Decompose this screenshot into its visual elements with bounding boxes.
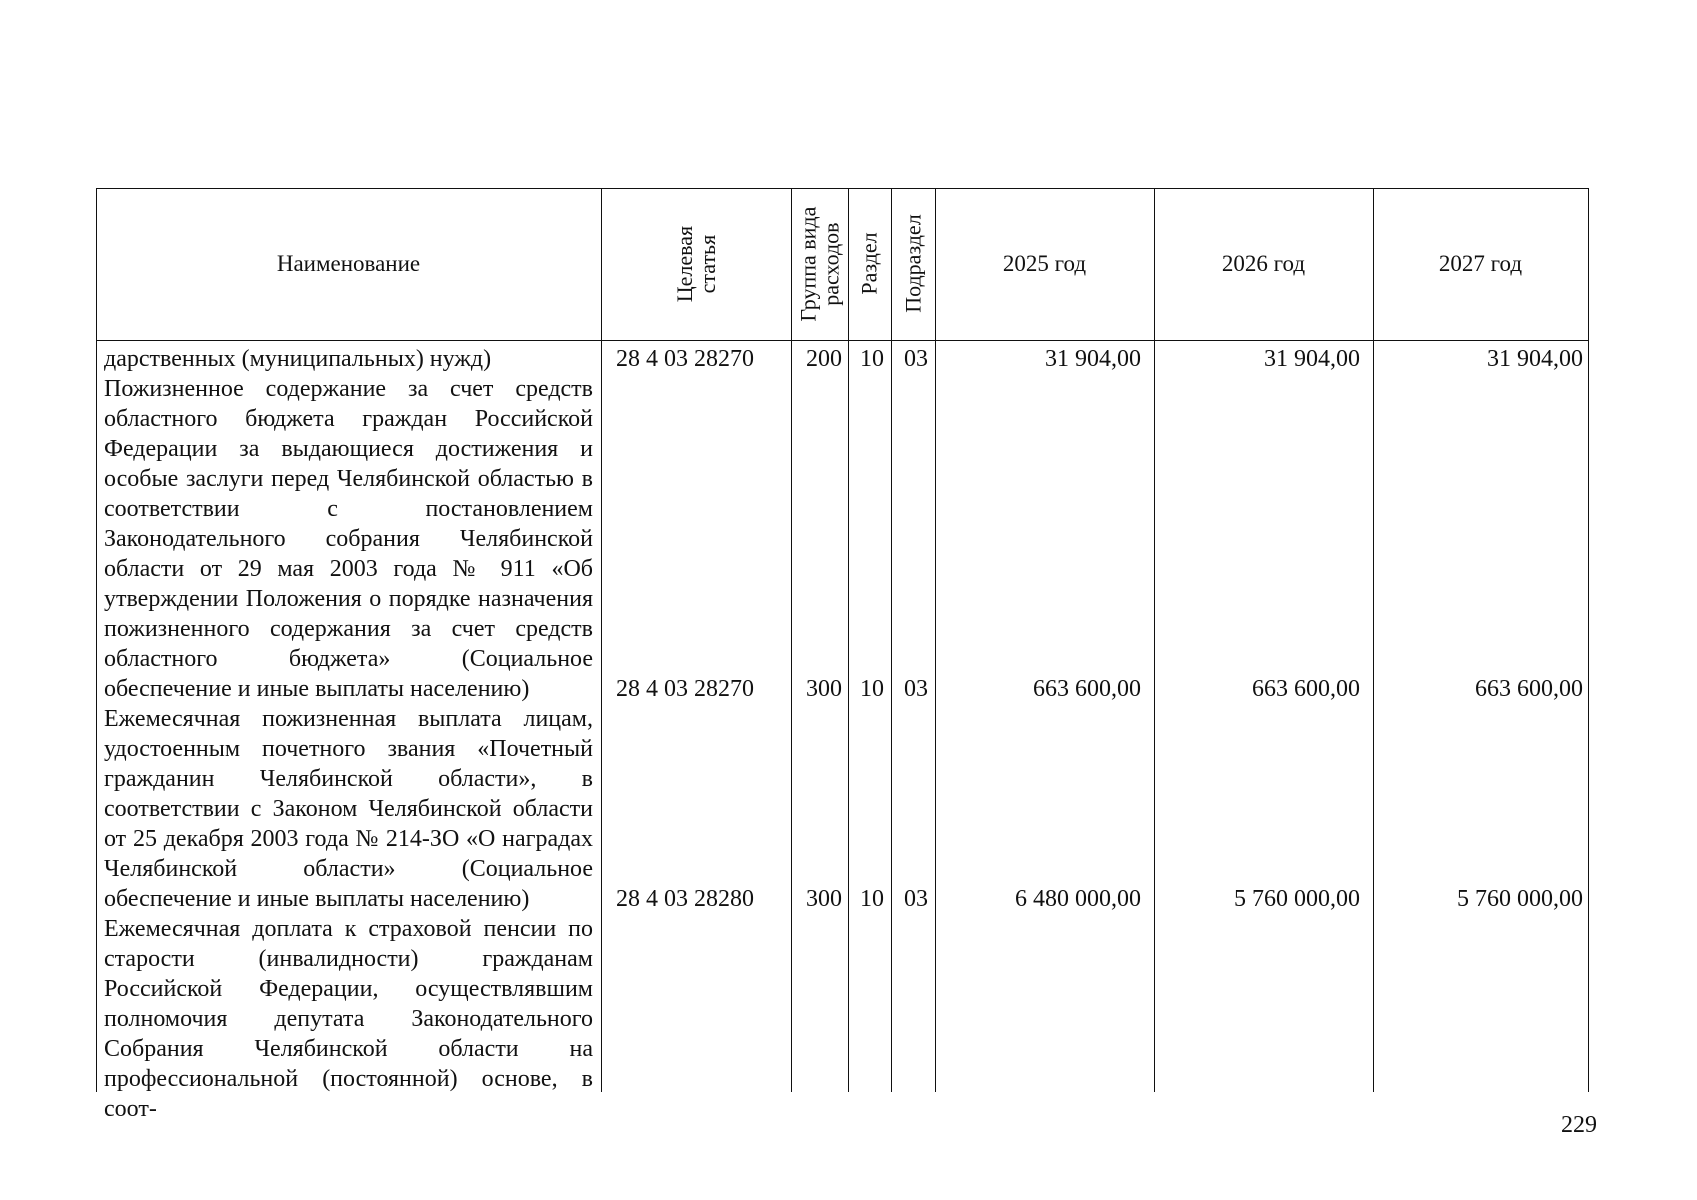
- row-2-section: 10: [860, 676, 884, 702]
- header-2025-label: 2025 год: [1002, 251, 1087, 277]
- table-right-border: [1588, 188, 1589, 1092]
- row-3-2025: 6 480 000,00: [1015, 886, 1141, 912]
- header-section-label: Раздел: [856, 232, 882, 296]
- page-number: 229: [1561, 1112, 1597, 1138]
- header-subsection: [891, 188, 935, 340]
- row-1-2025: 31 904,00: [1045, 346, 1141, 372]
- header-2026: [1154, 188, 1373, 340]
- header-target-article-line1: Целевая: [671, 225, 697, 303]
- header-subsection-label: Подраздел: [900, 214, 926, 314]
- header-expense-group-line1: Группа вида: [795, 206, 821, 322]
- header-expense-group: [791, 188, 848, 340]
- header-name-label: Наименование: [276, 251, 421, 277]
- row-2-group: 300: [806, 676, 842, 702]
- row-1-2026: 31 904,00: [1264, 346, 1360, 372]
- row-1-2027: 31 904,00: [1487, 346, 1583, 372]
- header-name: [96, 188, 601, 340]
- header-bottom-border: [96, 340, 1589, 341]
- row-3-group: 300: [806, 886, 842, 912]
- row-2-code: 28 4 03 28270: [616, 676, 754, 702]
- row-2-2027: 663 600,00: [1475, 676, 1583, 702]
- row-2-name: Пожизненное содержание за счет средств областного бюджета граждан Российской Федерации за выдающиеся достижения и особые заслуги перед Челябинской областью в соответствии с постановлением Законодательного собрания Челябинской области от 29 мая 2003 года № 911 «Об утверждении Положения о порядке назначения пожизненного содержания за счет средств областного бюджета» (Социальное обеспечение и иные выплаты населению): [104, 376, 593, 702]
- row-3-subsection: 03: [904, 886, 928, 912]
- header-2025: [935, 188, 1154, 340]
- row-4-name: Ежемесячная доплата к страховой пенсии по старости (инвалидности) гражданам Российской Федерации, осуществлявшим полномочия депутата Законодательного Собрания Челябинской области на профессиональной (постоянной) основе, в соот-: [104, 916, 593, 1122]
- row-1-name: дарственных (муниципальных) нужд): [104, 346, 492, 372]
- header-target-article-label: [673, 226, 719, 302]
- header-2027: [1373, 188, 1588, 340]
- row-1-group: 200: [806, 346, 842, 372]
- row-3-code: 28 4 03 28280: [616, 886, 754, 912]
- header-section: [848, 188, 891, 340]
- header-2026-label: 2026 год: [1221, 251, 1306, 277]
- header-target-article: [601, 188, 791, 340]
- row-2-subsection: 03: [904, 676, 928, 702]
- row-1-subsection: 03: [904, 346, 928, 372]
- row-1-code: 28 4 03 28270: [616, 346, 754, 372]
- row-3-section: 10: [860, 886, 884, 912]
- row-2-2025: 663 600,00: [1033, 676, 1141, 702]
- row-3-name: Ежемесячная пожизненная выплата лицам, удостоенным почетного звания «Почетный гражданин Челябинской области», в соответствии с Законом Челябинской области от 25 декабря 2003 года № 214-ЗО «О наградах Челябинской области» (Социальное обеспечение и иные выплаты населению): [104, 706, 593, 912]
- row-3-2026: 5 760 000,00: [1234, 886, 1360, 912]
- header-target-article-line2: статья: [694, 234, 720, 294]
- header-expense-group-line2: расходов: [818, 222, 844, 306]
- row-3-2027: 5 760 000,00: [1457, 886, 1583, 912]
- header-expense-group-label: [796, 207, 842, 322]
- header-2027-label: 2027 год: [1438, 251, 1523, 277]
- budget-table: [96, 188, 1589, 1122]
- row-2-2026: 663 600,00: [1252, 676, 1360, 702]
- row-1-section: 10: [860, 346, 884, 372]
